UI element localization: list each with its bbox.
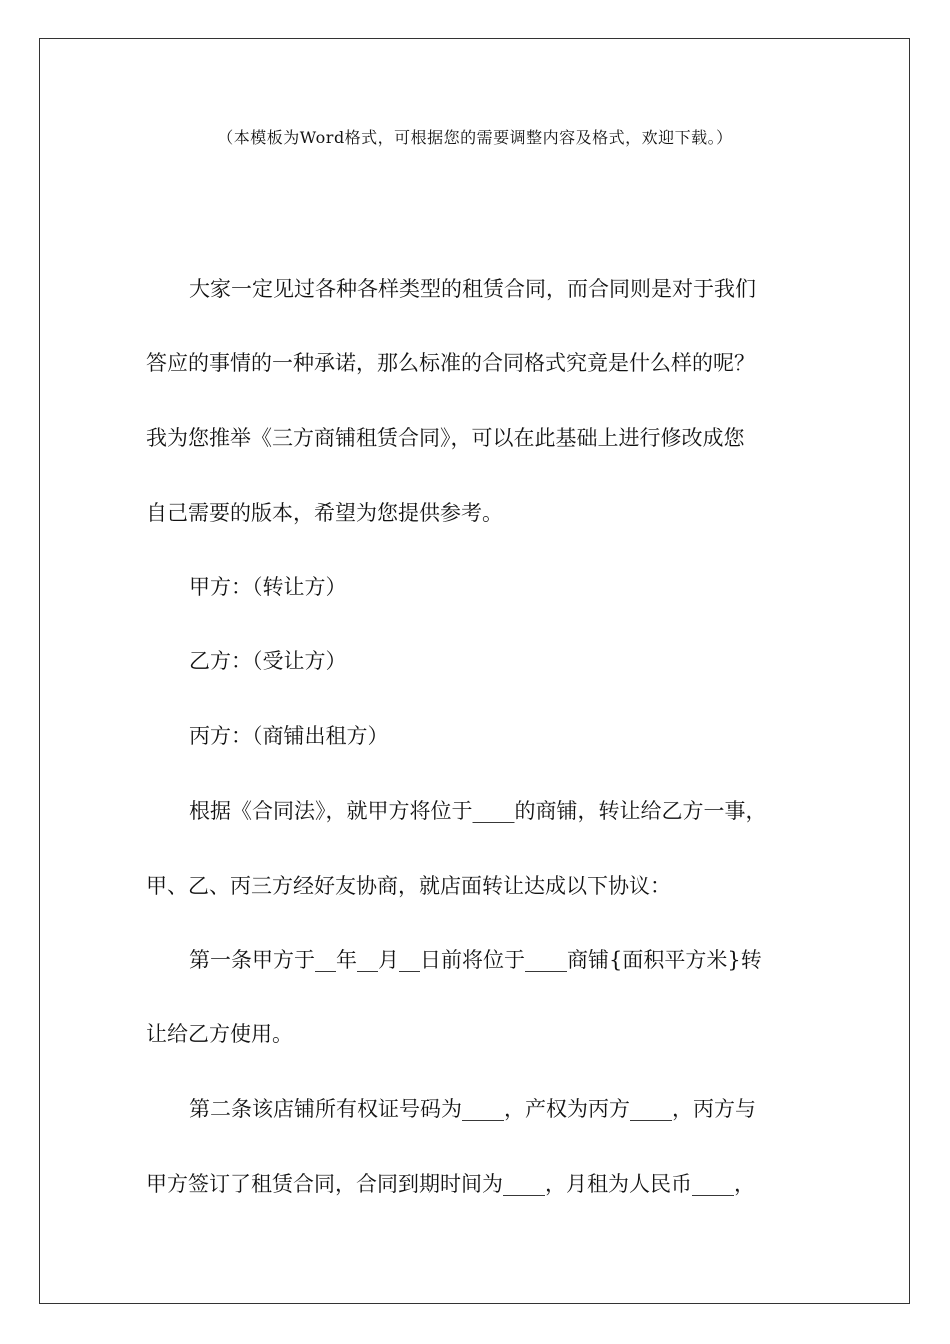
intro-line-4: 自己需要的版本，希望为您提供参考。 xyxy=(146,501,503,525)
article-1-line-1: 第一条甲方于__年__月__日前将位于____商铺{面积平方米}转 xyxy=(189,948,762,972)
article-1-line-2: 让给乙方使用。 xyxy=(146,1022,293,1046)
template-note: （本模板为Word格式，可根据您的需要调整内容及格式，欢迎下载。） xyxy=(217,128,733,147)
party-a: 甲方：（转让方） xyxy=(189,575,347,599)
article-2-line-2: 甲方签订了租赁合同，合同到期时间为____，月租为人民币____， xyxy=(146,1172,755,1196)
intro-line-1: 大家一定见过各种各样类型的租赁合同，而合同则是对于我们 xyxy=(189,277,756,301)
intro-line-2: 答应的事情的一种承诺，那么标准的合同格式究竟是什么样的呢？ xyxy=(146,351,755,375)
party-b: 乙方：（受让方） xyxy=(189,649,347,673)
party-c: 丙方：（商铺出租方） xyxy=(189,724,389,748)
intro-line-3: 我为您推举《三方商铺租赁合同》，可以在此基础上进行修改成您 xyxy=(146,426,745,450)
article-2-line-1: 第二条该店铺所有权证号码为____，产权为丙方____，丙方与 xyxy=(189,1097,756,1121)
basis-line-1: 根据《合同法》，就甲方将位于____的商铺，转让给乙方一事， xyxy=(189,799,767,823)
basis-line-2: 甲、乙、丙三方经好友协商，就店面转让达成以下协议： xyxy=(146,874,671,898)
